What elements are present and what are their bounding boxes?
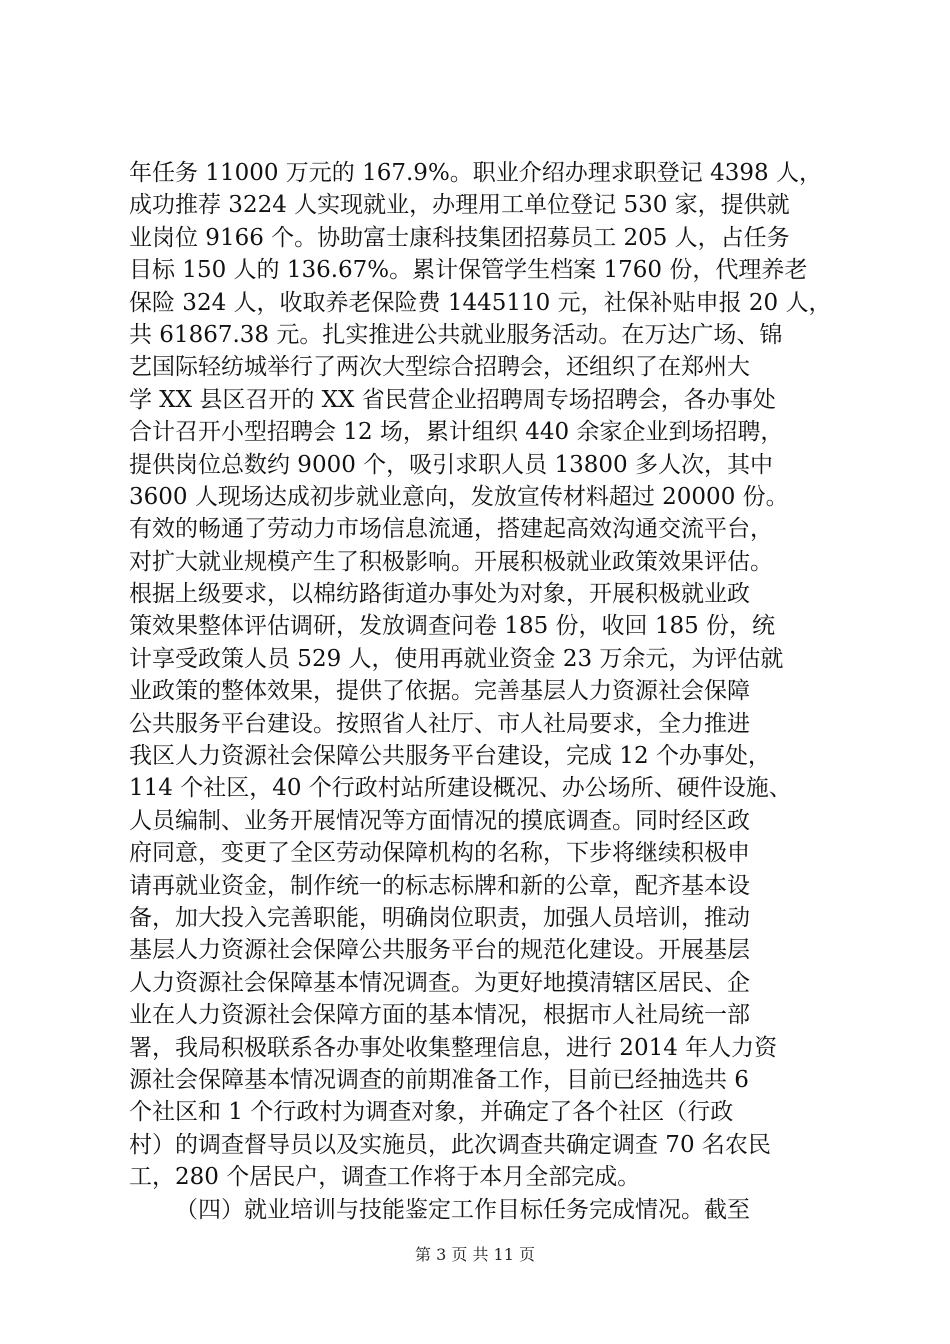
text-line: 备，加大投入完善职能，明确岗位职责，加强人员培训，推动 <box>129 904 750 931</box>
text-line: 公共服务平台建设。按照省人社厅、市人社局要求，全力推进 <box>129 710 750 737</box>
text-line: 业岗位 9166 个。协助富士康科技集团招募员工 205 人，占任务 <box>129 224 790 251</box>
text-line: 保险 324 人，收取养老保险费 1445110 元，社保补贴申报 20 人， <box>129 289 832 316</box>
text-line: 提供岗位总数约 9000 个，吸引求职人员 13800 多人次，其中 <box>129 451 773 478</box>
document-body <box>129 157 832 1226</box>
text-line: 府同意，变更了全区劳动保障机构的名称，下步将继续积极申 <box>129 840 750 867</box>
text-line: 艺国际轻纺城举行了两次大型综合招聘会，还组织了在郑州大 <box>129 354 750 381</box>
section-heading-line: （四）就业培训与技能鉴定工作目标任务完成情况。截至 <box>175 1196 750 1223</box>
text-line: 个社区和 1 个行政村为调查对象，并确定了各个社区（行政 <box>129 1099 734 1126</box>
text-line: 有效的畅通了劳动力市场信息流通，搭建起高效沟通交流平台， <box>129 516 773 543</box>
text-line: 我区人力资源社会保障公共服务平台建设，完成 12 个办事处， <box>129 743 771 770</box>
text-line: 学 XX 县区召开的 XX 省民营企业招聘周专场招聘会，各办事处 <box>129 386 776 413</box>
text-line: 3600 人现场达成初步就业意向，发放宣传材料超过 20000 份。 <box>129 483 789 510</box>
text-line: 业在人力资源社会保障方面的基本情况，根据市人社局统一部 <box>129 1002 750 1029</box>
text-line: 年任务 11000 万元的 167.9%。职业介绍办理求职登记 4398 人， <box>129 160 822 186</box>
text-line: 共 61867.38 元。扎实推进公共就业服务活动。在万达广场、锦 <box>129 321 783 348</box>
page-number-footer: 第 3 页 共 11 页 <box>415 1245 535 1264</box>
text-line: 对扩大就业规模产生了积极影响。开展积极就业政策效果评估。 <box>129 548 773 575</box>
text-line: 署，我局积极联系各办事处收集整理信息，进行 2014 年人力资 <box>129 1034 778 1061</box>
text-line: 成功推荐 3224 人实现就业，办理用工单位登记 530 家，提供就 <box>129 192 790 219</box>
text-line: 目标 150 人的 136.67%。累计保管学生档案 1760 份，代理养老 <box>129 257 808 284</box>
text-line: 工，280 个居民户，调查工作将于本月全部完成。 <box>129 1164 641 1191</box>
text-line: 策效果整体评估调研，发放调查问卷 185 份，收回 185 份，统 <box>129 613 776 640</box>
text-line: 计享受政策人员 529 人，使用再就业资金 23 万余元，为评估就 <box>129 645 784 672</box>
text-line: 请再就业资金，制作统一的标志标牌和新的公章，配齐基本设 <box>129 872 750 899</box>
text-line: 合计召开小型招聘会 12 场，累计组织 440 余家企业到场招聘， <box>129 419 784 446</box>
text-line: 业政策的整体效果，提供了依据。完善基层人力资源社会保障 <box>129 678 750 705</box>
text-line: 114 个社区，40 个行政村站所建设概况、办公场所、硬件设施、 <box>129 775 792 802</box>
text-line: 人力资源社会保障基本情况调查。为更好地摸清辖区居民、企 <box>129 969 750 996</box>
text-line: 村）的调查督导员以及实施员，此次调查共确定调查 70 名农民 <box>129 1131 771 1158</box>
text-line: 人员编制、业务开展情况等方面情况的摸底调查。同时经区政 <box>129 807 750 834</box>
text-line: 基层人力资源社会保障公共服务平台的规范化建设。开展基层 <box>129 937 750 964</box>
text-line: 源社会保障基本情况调查的前期准备工作，目前已经抽选共 6 <box>129 1066 749 1093</box>
text-line: 根据上级要求，以棉纺路街道办事处为对象，开展积极就业政 <box>129 581 750 608</box>
